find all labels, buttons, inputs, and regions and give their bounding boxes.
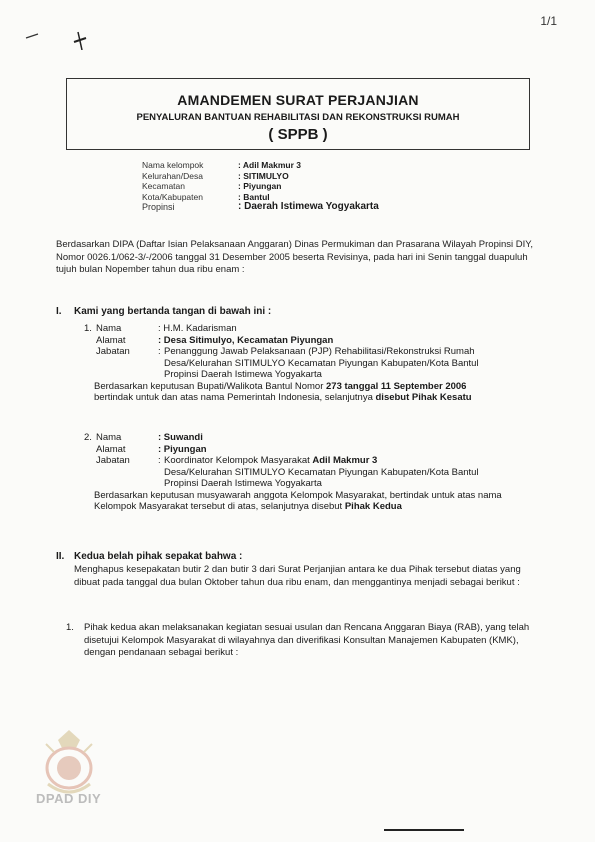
party-row <box>84 335 544 347</box>
party-colon: : <box>158 455 161 466</box>
party-label: Jabatan <box>96 346 130 357</box>
info-value: : Piyungan <box>238 181 282 191</box>
info-value: : Adil Makmur 3 <box>238 160 301 170</box>
party-value: Propinsi Daerah Istimewa Yogyakarta <box>164 478 322 489</box>
party-value: : Desa Sitimulyo, Kecamatan Piyungan <box>158 334 334 346</box>
party-row <box>84 358 544 370</box>
party-label: Alamat <box>96 443 126 455</box>
section-1-heading <box>56 306 536 318</box>
watermark-text: DPAD DIY <box>36 791 102 806</box>
info-label: Kota/Kabupaten <box>142 191 203 202</box>
party-value: Propinsi Daerah Istimewa Yogyakarta <box>164 369 322 380</box>
party-label: Nama <box>96 432 122 443</box>
party-role: bertindak untuk dan atas nama Pemerintah Indonesia, selanjutnya disebut Pihak Kesatu <box>94 392 472 403</box>
party-label: Alamat <box>96 334 126 346</box>
info-label: Kecamatan <box>142 181 185 191</box>
section-2-body: Menghapus kesepakatan butir 2 dan butir 3 dari Surat Perjanjian antara ke dua Pihak tersebut diatas yang dibuat pada tanggal dua bulan Oktober tahun dua ribu enam, dan menggantinya menjadi sebagai berikut : <box>74 564 521 588</box>
document-title: AMANDEMEN SURAT PERJANJIAN <box>177 92 419 108</box>
party-1-block <box>84 323 544 404</box>
page-number-mark: 1/1 <box>540 14 557 28</box>
party-2-block <box>84 432 544 513</box>
document-abbreviation: ( SPPB ) <box>268 126 328 143</box>
party-value: : Suwandi <box>158 432 203 443</box>
party-row <box>84 478 544 490</box>
party-value: : Piyungan <box>158 443 207 455</box>
section-number: I. <box>56 306 62 317</box>
info-label: Kelurahan/Desa <box>142 170 203 181</box>
party-row <box>84 346 544 358</box>
party-label: Jabatan <box>96 455 130 466</box>
item-text: Pihak kedua akan melaksanakan kegiatan sesuai usulan dan Rencana Anggaran Biaya (RAB), yang telah disetujui Kelompok Masyarakat di wilayahnya dan diverifikasi Konsultan Manajemen Kabupaten (KMK), dengan pendanaan sebagai berikut : <box>84 622 530 658</box>
party-row <box>84 369 544 381</box>
section-number: II. <box>56 551 65 562</box>
document-subtitle: PENYALURAN BANTUAN REHABILITASI DAN REKONSTRUKSI RUMAH <box>136 112 460 123</box>
item-number: 1. <box>66 622 74 633</box>
section-2-heading <box>56 551 536 563</box>
party-value: Desa/Kelurahan SITIMULYO Kecamatan Piyungan Kabupaten/Kota Bantul <box>164 357 479 369</box>
party-number: 2. <box>84 432 92 443</box>
party-row <box>84 432 544 444</box>
party-value: Koordinator Kelompok Masyarakat Adil Makmur 3 <box>164 455 378 466</box>
info-value: : SITIMULYO <box>238 170 289 181</box>
title-box <box>66 78 530 150</box>
info-label: Propinsi <box>142 202 175 212</box>
info-value: : Bantul <box>238 191 270 202</box>
info-value: : Daerah Istimewa Yogyakarta <box>238 201 379 212</box>
party-value: Penanggung Jawab Pelaksanaan (PJP) Rehabilitasi/Rekonstruksi Rumah <box>164 346 475 357</box>
pen-scratch-mark <box>20 20 100 50</box>
party-row <box>84 455 544 467</box>
party-value: : H.M. Kadarisman <box>158 323 237 334</box>
party-label: Nama <box>96 323 122 334</box>
party-row <box>84 392 544 404</box>
party-row <box>84 490 544 502</box>
party-row <box>84 467 544 479</box>
party-number: 1. <box>84 323 92 334</box>
intro-paragraph: Berdasarkan DIPA (Daftar Isian Pelaksanaan Anggaran) Dinas Permukiman dan Prasarana Wilayah Propinsi DIY, Nomor 0026.1/062-3/-/2006 tanggal 31 Desember 2005 beserta Revisinya, pada hari ini Senin tanggal duapuluh tujuh bulan Nopember tahun dua ribu enam : <box>56 239 534 275</box>
party-row <box>84 381 544 393</box>
party-row <box>84 444 544 456</box>
party-role: Kelompok Masyarakat tersebut di atas, selanjutnya disebut Pihak Kedua <box>94 501 402 512</box>
party-value: Desa/Kelurahan SITIMULYO Kecamatan Piyungan Kabupaten/Kota Bantul <box>164 466 479 478</box>
party-basis: Berdasarkan keputusan musyawarah anggota Kelompok Masyarakat, bertindak untuk atas nama <box>94 489 502 501</box>
party-row <box>84 501 544 513</box>
party-row <box>84 323 544 335</box>
party-basis: Berdasarkan keputusan Bupati/Walikota Bantul Nomor 273 tanggal 11 September 2006 <box>94 380 467 392</box>
party-colon: : <box>158 346 161 357</box>
section-title: Kedua belah pihak sepakat bahwa : <box>74 551 243 562</box>
section-title: Kami yang bertanda tangan di bawah ini : <box>74 306 272 317</box>
footer-rule <box>384 829 464 831</box>
info-label: Nama kelompok <box>142 160 204 170</box>
